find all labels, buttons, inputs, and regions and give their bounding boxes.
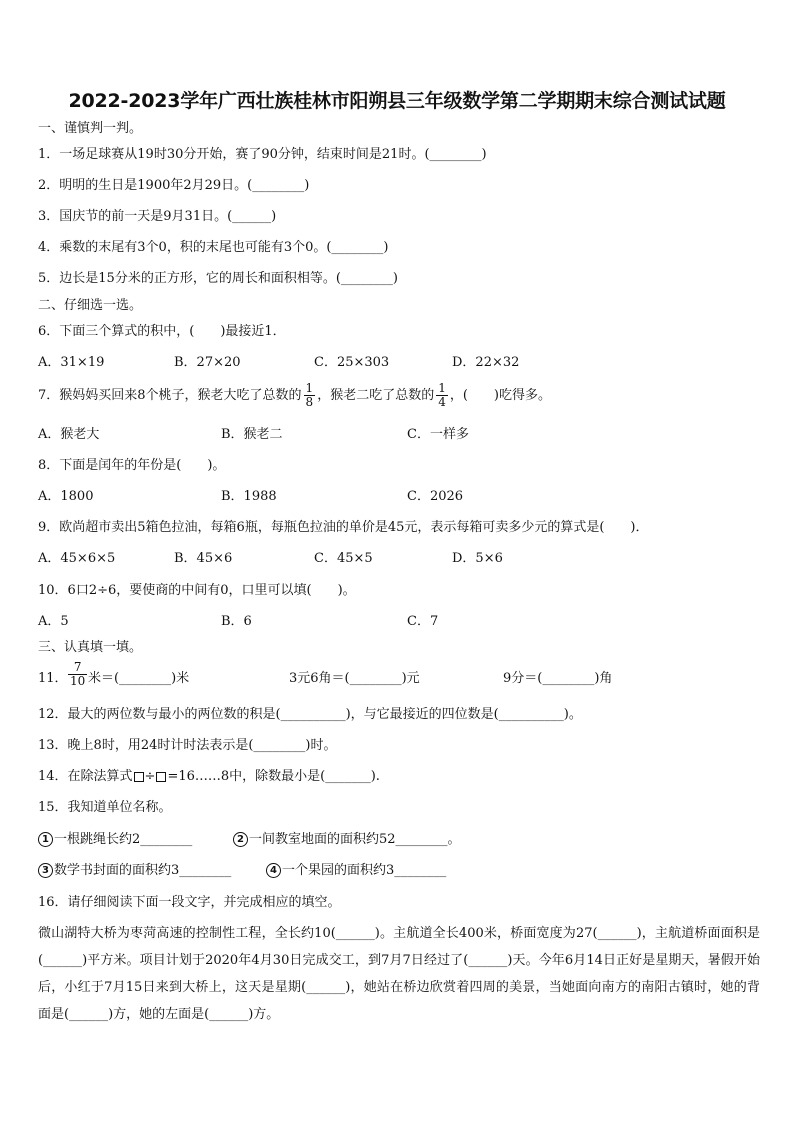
q15-item-3-text: 数学书封面的面积约3________ [54, 863, 232, 878]
q15-item-1 [38, 832, 192, 848]
option-d[interactable]: D．5×6 [452, 551, 503, 566]
fraction-one-quarter [436, 382, 448, 409]
question-11 [38, 661, 758, 697]
page-title: 2022-2023学年广西壮族桂林市阳朔县三年级数学第二学期期末综合测试试题 [68, 90, 726, 112]
option-b[interactable]: B．猴老二 [221, 427, 283, 442]
option-a[interactable]: A．猴老大 [38, 427, 100, 442]
fraction-numerator: 1 [305, 381, 314, 395]
circled-number-icon: 1 [38, 832, 53, 847]
question-6-stem: 6．下面三个算式的积中，( )最接近1． [38, 324, 286, 339]
fraction-denominator: 8 [305, 395, 314, 409]
q14-divide: ÷ [144, 769, 156, 784]
q11-label: 11． [38, 671, 68, 686]
section-heading-3: 三、认真填一填。 [38, 640, 143, 655]
circled-number-icon: 3 [38, 863, 53, 878]
question-3: 3．国庆节的前一天是9月31日。(______) [38, 209, 277, 224]
q7-text-3: ，( )吃得多。 [449, 388, 551, 403]
option-a[interactable]: A．1800 [38, 489, 94, 504]
question-4: 4．乘数的末尾有3个0，积的末尾也可能有3个0。(________) [38, 240, 389, 255]
q15-item-4 [266, 863, 446, 879]
q15-item-3 [38, 863, 231, 879]
fraction-numerator: 1 [438, 381, 446, 395]
question-2: 2．明明的生日是1900年2月29日。(________) [38, 178, 310, 193]
fraction-denominator: 10 [70, 674, 86, 688]
fraction-denominator: 4 [438, 395, 446, 409]
q7-text-2: ，猴老二吃了总数的 [317, 388, 435, 403]
fraction-one-eighth [304, 382, 316, 409]
question-12: 12．最大的两位数与最小的两位数的积是(__________)，与它最接近的四位数是(__________)。 [38, 707, 582, 722]
question-5: 5．边长是15分米的正方形，它的周长和面积相等。(________) [38, 271, 398, 286]
fraction-numerator: 7 [73, 660, 82, 674]
blank-box-icon [156, 772, 166, 782]
q14-text-2: =16……8中，除数最小是(_______). [167, 769, 380, 784]
option-b[interactable]: B．1988 [221, 489, 277, 504]
option-a[interactable]: A．45×6×5 [38, 551, 116, 566]
option-c[interactable]: C．25×303 [314, 355, 390, 370]
option-b[interactable]: B．45×6 [174, 551, 233, 566]
option-d[interactable]: D．22×32 [452, 355, 520, 370]
circled-number-icon: 4 [266, 863, 281, 878]
q7-text-1: 7．猴妈妈买回来8个桃子，猴老大吃了总数的 [38, 388, 302, 403]
q15-item-2 [233, 832, 461, 848]
q11-part-2: 3元6角＝(________)元 [289, 671, 420, 686]
option-c[interactable]: C．7 [407, 614, 439, 629]
option-c[interactable]: C．一样多 [407, 427, 469, 442]
q14-text-1: 14．在除法算式 [38, 769, 133, 784]
question-8-stem: 8．下面是闰年的年份是( )。 [38, 458, 226, 473]
question-9-stem: 9．欧尚超市卖出5箱色拉油，每箱6瓶，每瓶色拉油的单价是45元，表示每箱可卖多少元的算式是( )． [38, 520, 649, 535]
question-15-stem: 15．我知道单位名称。 [38, 800, 172, 815]
question-16-stem: 16．请仔细阅读下面一段文字，并完成相应的填空。 [38, 895, 341, 910]
option-b[interactable]: B．27×20 [174, 355, 241, 370]
option-c[interactable]: C．45×5 [314, 551, 373, 566]
q15-item-4-text: 一个果园的面积约3________ [282, 863, 447, 878]
question-1: 1．一场足球赛从19时30分开始，赛了90分钟，结束时间是21时。(________) [38, 147, 487, 162]
q11-part-3: 9分＝(________)角 [503, 671, 613, 686]
option-b[interactable]: B．6 [221, 614, 252, 629]
question-16-passage: 微山湖特大桥为枣菏高速的控制性工程，全长约10(______)。主航道全长400米，桥面宽度为27(______)，主航道桥面面积是(______)平方米。项目计划于2020年4月30日完成交工，到7月7日经过了(______)天。今年6月14日正好是星期天，暑假开始后，小红于7月15日来到大桥上，这天是星期(______)，她站在桥边欣赏着四周的美景，当她面向南方的南阳古镇时，她的背面是(______)方，她的左面是(______)方。 [38, 926, 760, 1022]
q15-item-2-text: 一间教室地面的面积约52________。 [249, 832, 461, 847]
fraction-seven-tenths [68, 661, 87, 688]
q11-part-1: 米＝(________)米 [88, 671, 190, 686]
option-a[interactable]: A．5 [38, 614, 69, 629]
circled-number-icon: 2 [233, 832, 248, 847]
q15-item-1-text: 一根跳绳长约2________ [54, 832, 193, 847]
option-c[interactable]: C．2026 [407, 489, 464, 504]
blank-box-icon [134, 772, 144, 782]
section-heading-2: 二、仔细选一选。 [38, 298, 143, 313]
question-10-stem: 10．6口2÷6，要使商的中间有0，口里可以填( )。 [38, 583, 356, 598]
question-13: 13．晚上8时，用24时计时法表示是(________)时。 [38, 738, 337, 753]
section-heading-1: 一、谨慎判一判。 [38, 121, 143, 136]
option-a[interactable]: A．31×19 [38, 355, 105, 370]
question-7-stem [38, 381, 758, 411]
question-14 [38, 769, 758, 785]
